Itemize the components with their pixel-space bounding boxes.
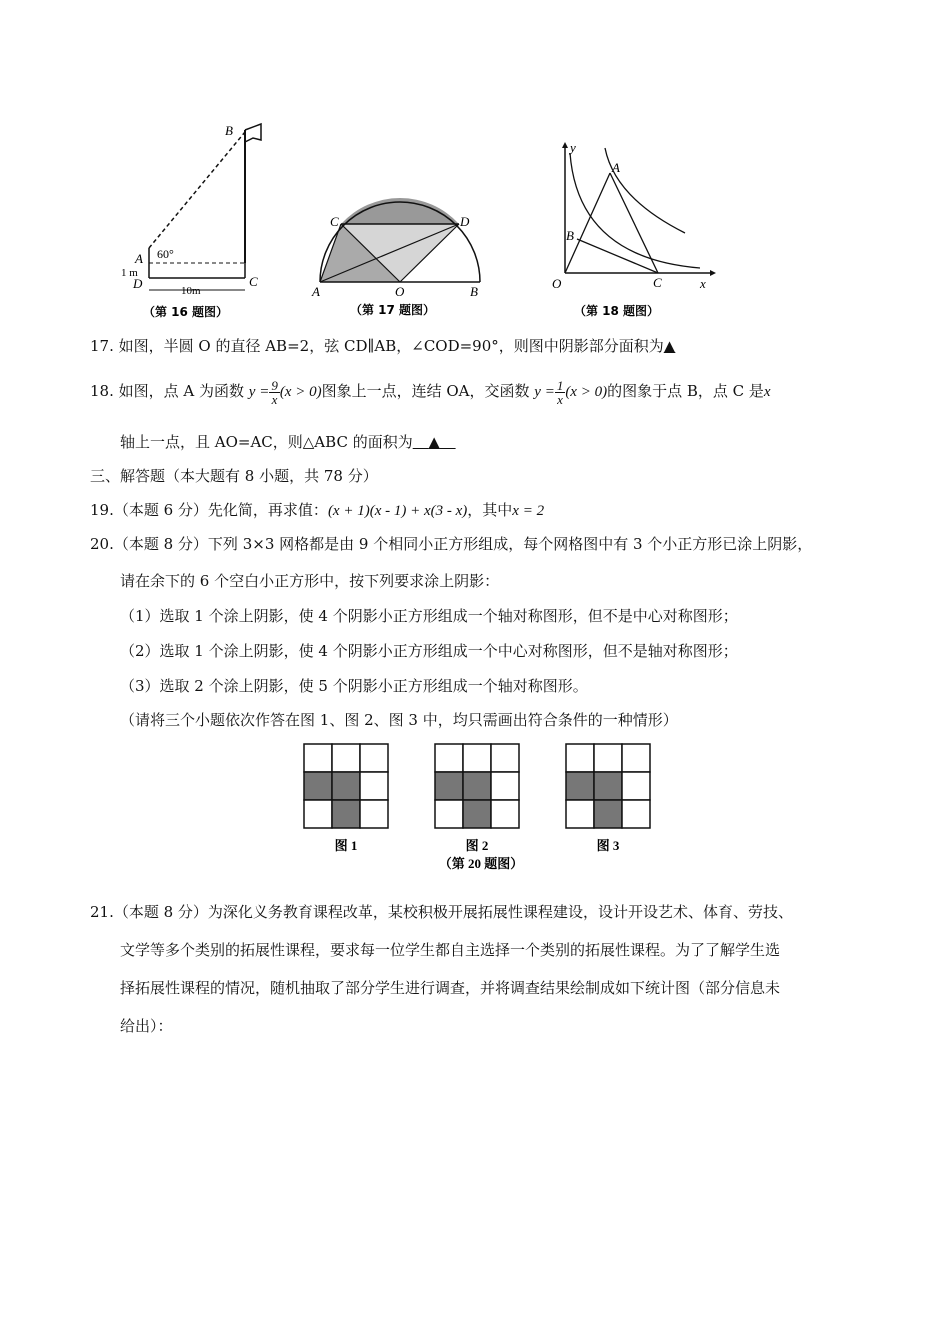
q21-line4: 给出）：: [120, 1017, 173, 1035]
grid3-cell-4[interactable]: [594, 772, 622, 800]
q18-answer-blank: [413, 433, 456, 451]
fig16-angle: 60°: [157, 247, 174, 261]
fig16-label-A: A: [135, 251, 143, 266]
q18-post: 的图象于点 B，点 C 是: [607, 382, 764, 400]
q20-item3: （3）选取 2 个涂上阴影，使 5 个阴影小正方形组成一个轴对称图形。: [120, 677, 588, 695]
grid2-cell-7[interactable]: [463, 800, 491, 828]
grid3-cell-7[interactable]: [594, 800, 622, 828]
fig17-label-C: C: [330, 214, 339, 229]
fig16-distance: 10m: [181, 285, 201, 297]
fig16-label-C: C: [249, 274, 258, 289]
q18-f2-lhs: y =: [534, 384, 555, 400]
grid3-label: 图 3: [596, 838, 620, 853]
grid3-cell-8[interactable]: [622, 800, 650, 828]
q19-expr: (x + 1)(x - 1) + x(3 - x): [327, 503, 468, 519]
q18-answer: ▲: [428, 433, 440, 451]
q20-item2: （2）选取 1 个涂上阴影，使 4 个阴影小正方形组成一个中心对称图形，但不是轴对称图形；: [120, 642, 738, 660]
section-3-heading: 三、解答题（本大题有 8 小题，共 78 分）: [90, 467, 378, 485]
grid3-cell-5[interactable]: [622, 772, 650, 800]
q18-f2-num: 1: [556, 377, 564, 393]
grid3-cell-0[interactable]: [566, 744, 594, 772]
fig17-label-B: B: [470, 284, 478, 299]
fig17-label-O: O: [395, 284, 405, 299]
grid2-cell-5[interactable]: [491, 772, 519, 800]
fig16-caption: （第 16 题图）: [143, 305, 229, 319]
q20-line2: 请在余下的 6 个空白小正方形中，按下列要求涂上阴影：: [120, 572, 500, 590]
fig18-label-O: O: [552, 276, 562, 291]
grid1-cell-4[interactable]: [332, 772, 360, 800]
fig18-label-A: A: [612, 160, 620, 175]
grid2-cell-6[interactable]: [435, 800, 463, 828]
q17-answer-blank: ▲: [663, 337, 676, 355]
grid1-cell-6[interactable]: [304, 800, 332, 828]
q18-f1-cond: (x > 0): [279, 384, 322, 400]
fig16-height: 1 m: [121, 267, 138, 279]
figure-16: [115, 118, 275, 323]
fig18-label-C: C: [653, 275, 662, 290]
q19-mid: ，其中: [467, 501, 513, 519]
grid2-cell-3[interactable]: [435, 772, 463, 800]
grid2-cell-8[interactable]: [491, 800, 519, 828]
q19-text: 19.（本题 6 分）先化简，再求值：: [90, 501, 328, 519]
grid2-cell-2[interactable]: [491, 744, 519, 772]
grid1-cell-8[interactable]: [360, 800, 388, 828]
q18-mid: 图象上一点，连结 OA，交函数: [321, 382, 530, 400]
figure-18: [540, 138, 720, 323]
q20-line1: 20.（本题 8 分）下列 3×3 网格都是由 9 个相同小正方形组成，每个网格图中有 3 个小正方形已涂上阴影，: [90, 535, 813, 553]
fig18-caption: （第 18 题图）: [574, 304, 660, 318]
q21-line2: 文学等多个类别的拓展性课程，要求每一位学生都自主选择一个类别的拓展性课程。为了了解学生选: [120, 941, 781, 959]
figure-20: [296, 738, 666, 878]
q17-text: 17. 如图，半圆 O 的直径 AB=2，弦 CD∥AB，∠COD=90°，则图中阴影部分面积为: [90, 337, 664, 355]
question-18-line1: [90, 378, 771, 406]
q19-value: x = 2: [512, 503, 545, 519]
q18-f2-fraction: [555, 379, 566, 406]
q18-line2: 轴上一点，且 AO=AC，则△ABC 的面积为: [120, 433, 413, 451]
fig20-caption: （第 20 题图）: [438, 856, 524, 871]
q18-f1-den: x: [271, 391, 278, 407]
q21-line1: 21.（本题 8 分）为深化义务教育课程改革，某校积极开展拓展性课程建设，设计开设艺术、体育、劳技、: [90, 903, 793, 921]
grid2-cell-0[interactable]: [435, 744, 463, 772]
grid2-cell-4[interactable]: [463, 772, 491, 800]
q20-note: （请将三个小题依次作答在图 1、图 2、图 3 中，均只需画出符合条件的一种情形）: [120, 711, 678, 729]
q18-f1-lhs: y =: [248, 384, 270, 400]
grid1-label: 图 1: [334, 838, 358, 853]
grid2-label: 图 2: [465, 838, 489, 853]
question-17: [90, 336, 675, 356]
question-19: [90, 500, 544, 521]
fig16-label-D: D: [133, 276, 143, 291]
fig17-caption: （第 17 题图）: [350, 303, 436, 317]
fig18-label-x: x: [700, 276, 706, 291]
fig17-label-A: A: [312, 284, 320, 299]
fig17-label-D: D: [460, 214, 470, 229]
grid3-cell-6[interactable]: [566, 800, 594, 828]
grid3-cell-1[interactable]: [594, 744, 622, 772]
grid1-cell-2[interactable]: [360, 744, 388, 772]
q18-pre: 18. 如图，点 A 为函数: [90, 382, 244, 400]
q18-f1-num: 9: [271, 377, 278, 393]
grid3-cell-3[interactable]: [566, 772, 594, 800]
q18-f1-fraction: [269, 379, 280, 406]
fig16-label-B: B: [225, 123, 233, 138]
grid1-cell-1[interactable]: [332, 744, 360, 772]
grid1-cell-3[interactable]: [304, 772, 332, 800]
q18-post-var: x: [763, 384, 771, 400]
question-18-line2: [120, 432, 456, 452]
q20-item1: （1）选取 1 个涂上阴影，使 4 个阴影小正方形组成一个轴对称图形，但不是中心对称图形；: [120, 607, 738, 625]
grid1-cell-5[interactable]: [360, 772, 388, 800]
fig18-label-B: B: [566, 228, 574, 243]
q21-line3: 择拓展性课程的情况，随机抽取了部分学生进行调查，并将调查结果绘制成如下统计图（部分信息未: [120, 979, 781, 997]
q18-f2-den: x: [557, 391, 563, 407]
grid3-cell-2[interactable]: [622, 744, 650, 772]
figure-17: [310, 190, 500, 320]
q18-f2-cond: (x > 0): [565, 384, 608, 400]
grid1-cell-0[interactable]: [304, 744, 332, 772]
grid2-cell-1[interactable]: [463, 744, 491, 772]
grid1-cell-7[interactable]: [332, 800, 360, 828]
fig18-label-y: y: [570, 140, 576, 155]
